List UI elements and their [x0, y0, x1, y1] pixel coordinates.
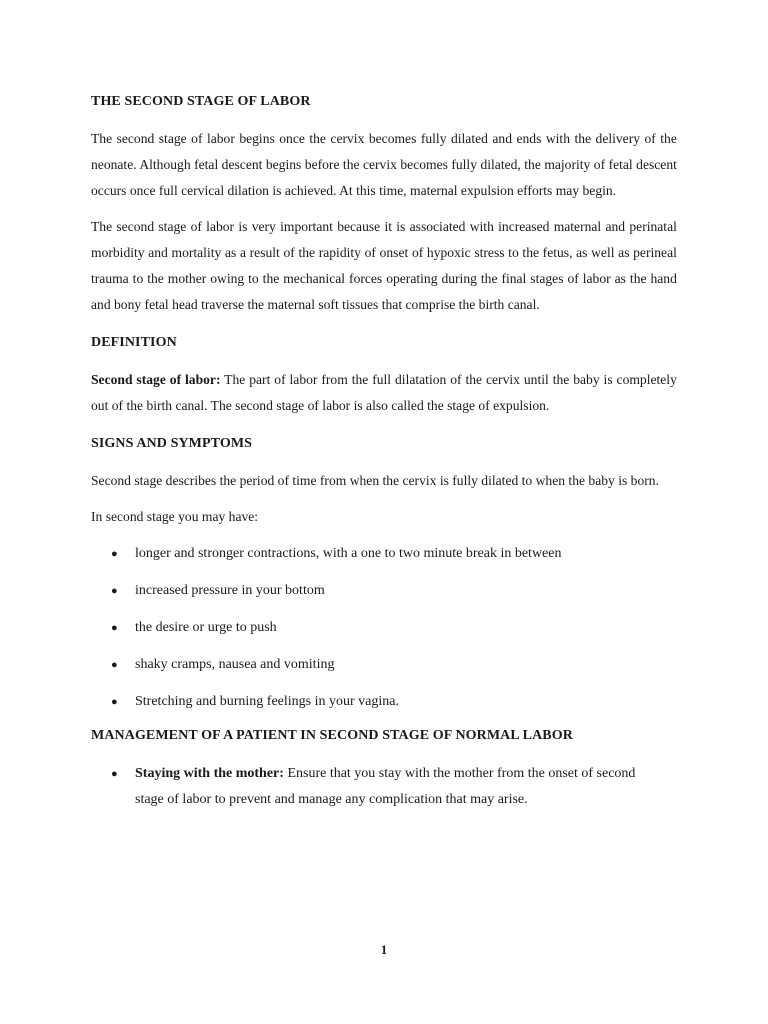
definition-text: The part of labor from the full dilatation of the cervix until the baby is completely out of the birth canal. The second stage of labor is also called the stage of expulsion.	[91, 373, 677, 414]
signs-lead: In second stage you may have:	[91, 510, 259, 525]
list-item	[91, 578, 677, 604]
list-item	[91, 541, 677, 567]
management-item-lead: Staying with the mother:	[135, 766, 284, 781]
intro-paragraph-2: The second stage of labor is very important because it is associated with increased maternal and perinatal morbidity and mortality as a result of the rapidity of onset of hypoxic stress to the fetus, as well as perineal trauma to the mother owing to the mechanical forces operating during the final stages of labor as the hand and bony fetal head traverse the maternal soft tissues that comprise the birth canal.	[91, 220, 677, 313]
list-item-text: the desire or urge to push	[135, 620, 277, 635]
intro-paragraph-1: The second stage of labor begins once the cervix becomes fully dilated and ends with the delivery of the neonate. Although fetal descent begins before the cervix becomes fully dilated, the majority of fetal descent occurs once full cervical dilation is achieved. At this time, maternal expulsion efforts may begin.	[91, 132, 677, 199]
list-item-text: Stretching and burning feelings in your vagina.	[135, 694, 399, 709]
bullet-icon: ●	[111, 659, 118, 671]
list-item-text: increased pressure in your bottom	[135, 583, 325, 598]
list-item-text: shaky cramps, nausea and vomiting	[135, 657, 335, 672]
bullet-icon: ●	[111, 622, 118, 634]
management-list	[91, 761, 677, 813]
definition-term: Second stage of labor:	[91, 373, 221, 388]
list-item	[91, 689, 677, 715]
definition-paragraph	[91, 368, 677, 420]
bullet-icon: ●	[111, 585, 118, 597]
signs-paragraph: Second stage describes the period of time from when the cervix is fully dilated to when the baby is born.	[91, 474, 659, 489]
bullet-icon: ●	[111, 696, 118, 708]
bullet-icon: ●	[111, 768, 118, 780]
document-title: THE SECOND STAGE OF LABOR	[91, 94, 311, 109]
management-heading: MANAGEMENT OF A PATIENT IN SECOND STAGE OF NORMAL LABOR	[91, 728, 573, 743]
document-page	[91, 92, 677, 824]
definition-heading: DEFINITION	[91, 335, 177, 350]
page-number: 1	[380, 942, 388, 957]
signs-list	[91, 541, 677, 715]
bullet-icon: ●	[111, 548, 118, 560]
signs-heading: SIGNS AND SYMPTOMS	[91, 436, 253, 451]
list-item	[91, 615, 677, 641]
list-item	[91, 652, 677, 678]
list-item-text: longer and stronger contractions, with a one to two minute break in between	[135, 546, 562, 561]
management-item-text: Ensure that you stay with the mother from the onset of second stage of labor to prevent and manage any complication that may arise.	[135, 766, 636, 807]
list-item	[91, 761, 677, 813]
